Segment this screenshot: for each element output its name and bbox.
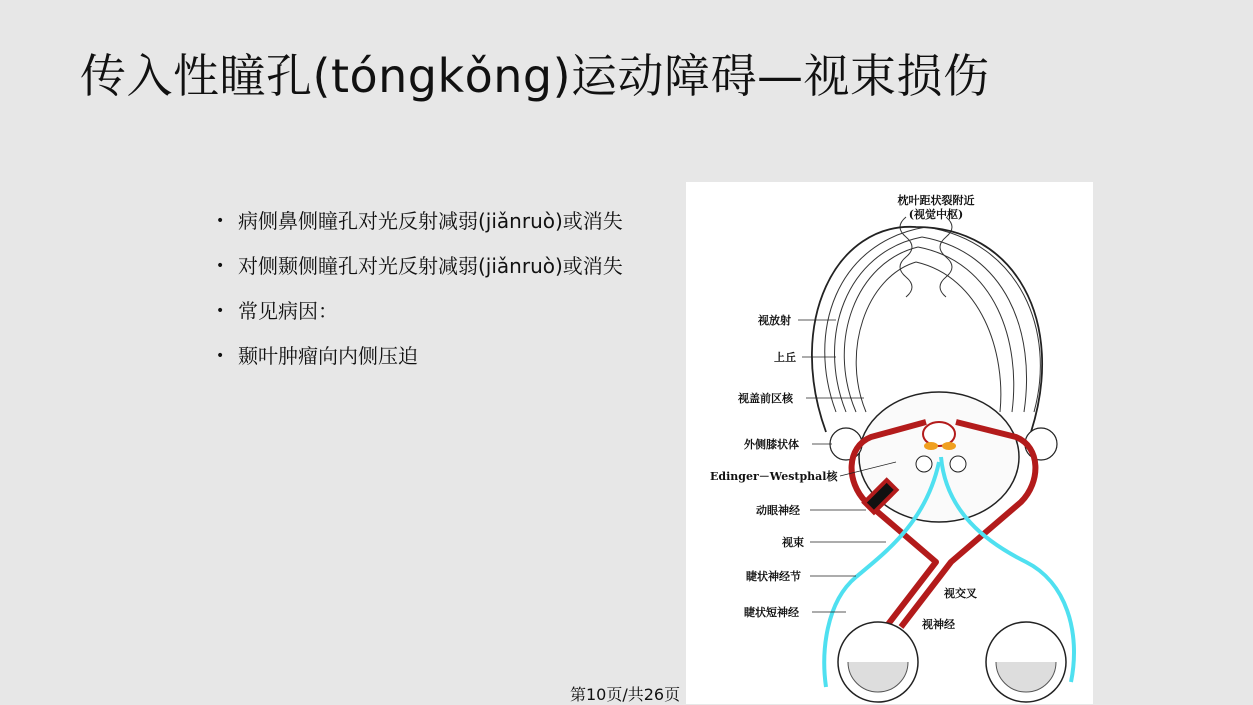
bullet-item: • 对侧颞侧瞳孔对光反射减弱(jiǎnruò)或消失: [216, 254, 623, 278]
label-optic-chiasm: 视交叉: [944, 587, 977, 600]
nucleus-icon: [916, 456, 932, 472]
label-optic-tract: 视束: [782, 536, 804, 549]
right-eye-icon: [986, 622, 1066, 702]
label-visual-cortex: 枕叶距状裂附近: [897, 194, 975, 207]
label-oculomotor-nerve: 动眼神经: [756, 504, 800, 517]
label-short-ciliary-nerve: 睫状短神经: [744, 606, 799, 619]
label-superior-colliculus: 上丘: [774, 351, 796, 364]
bullet-item: • 常见病因：: [216, 299, 338, 323]
pupillary-pathway-diagram: [686, 182, 1093, 704]
label-optic-radiation: 视放射: [758, 314, 791, 327]
label-edinger-westphal: Edinger－Westphal核: [710, 470, 838, 483]
nucleus-icon: [950, 456, 966, 472]
label-lateral-geniculate: 外侧膝状体: [744, 438, 799, 451]
bullet-text: 病侧鼻侧瞳孔对光反射减弱(jiǎnruò)或消失: [238, 209, 623, 233]
ew-nucleus-icon: [924, 442, 938, 450]
ew-nucleus-icon: [942, 442, 956, 450]
label-pretectal-nucleus: 视盖前区核: [738, 392, 793, 405]
diagram-svg: [686, 182, 1093, 704]
bullet-item: • 颞叶肿瘤向内侧压迫: [216, 344, 418, 368]
bullet-text: 常见病因：: [238, 299, 338, 323]
label-visual-center: (视觉中枢): [908, 208, 964, 221]
bullet-item: • 病侧鼻侧瞳孔对光反射减弱(jiǎnruò)或消失: [216, 209, 623, 233]
label-optic-nerve: 视神经: [922, 618, 955, 631]
bullet-list: [214, 205, 654, 385]
bullet-text: 对侧颞侧瞳孔对光反射减弱(jiǎnruò)或消失: [238, 254, 623, 278]
left-eye-icon: [838, 622, 918, 702]
page-number: 第10页/共26页: [570, 685, 681, 704]
slide-title: 传入性瞳孔(tóngkǒng)运动障碍—视束损伤: [80, 49, 990, 103]
bullet-text: 颞叶肿瘤向内侧压迫: [238, 344, 418, 368]
label-ciliary-ganglion: 睫状神经节: [746, 570, 801, 583]
